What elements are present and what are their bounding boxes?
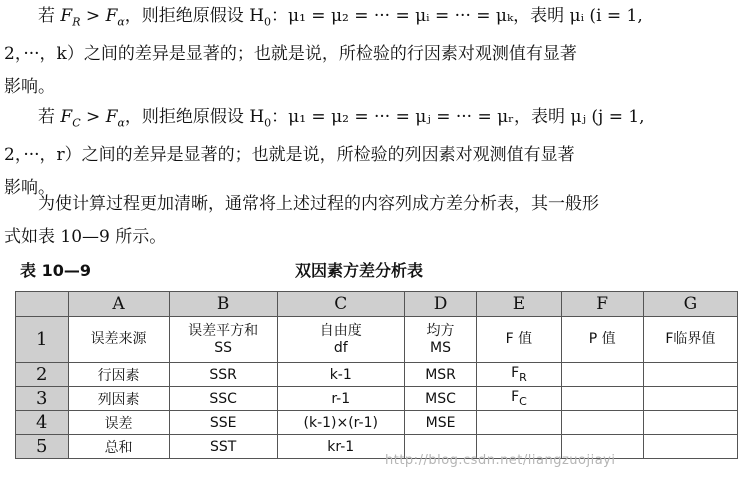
paragraph-row-factor [4,0,734,104]
text: > [80,6,106,26]
table-row [16,387,738,411]
table-row [16,317,738,363]
math-symbol: F [105,107,118,127]
cell [477,411,561,435]
row-number: 1 [16,317,69,363]
cell-line: 自由度 [319,322,362,339]
paragraph-intro-table [4,188,734,254]
cell: MSR [404,363,477,387]
table-row [16,435,738,459]
paragraph-line [4,0,734,38]
cell: F临界值 [643,317,737,363]
cell: MSE [404,411,477,435]
cell [643,363,737,387]
text: 若 [38,107,61,127]
math-subscript: R [72,15,81,29]
column-header: A [68,292,169,317]
paragraph-line [4,101,734,139]
column-header: C [277,292,404,317]
math-subscript: 0 [264,116,272,130]
column-header: G [643,292,737,317]
cell: kr-1 [277,435,404,459]
text: > [80,107,106,127]
cell [404,317,477,363]
cell [643,435,737,459]
math-symbol: F [60,6,73,26]
cell-subscript: R [519,370,527,384]
text: ：μ₁ = μ₂ = ··· = μᵢ = ··· = μₖ，表明 μᵢ (i = 1, [271,6,643,26]
math-subscript: α [117,116,125,130]
paragraph-line: 2，···，k）之间的差异是显著的；也就是说，所检验的行因素对观测值有显著 [4,44,577,65]
cell-line: df [333,339,348,356]
paragraph-line: 影响。 [4,77,55,98]
cell: r-1 [277,387,404,411]
cell: 误差 [68,411,169,435]
cell [561,387,643,411]
text: ：μ₁ = μ₂ = ··· = μⱼ = ··· = μᵣ，表明 μⱼ (j = 1, [271,107,645,127]
paragraph-line: 式如表 10—9 所示。 [4,227,167,247]
math-subscript: 0 [264,15,272,29]
cell-text: F [511,389,520,406]
math-subscript: C [72,116,81,130]
table-row [16,411,738,435]
cell: 误差来源 [68,317,169,363]
cell [169,317,277,363]
row-number: 4 [16,411,69,435]
cell-line: 误差平方和 [188,322,259,339]
cell: SST [169,435,277,459]
row-number: 2 [16,363,69,387]
math-symbol: F [105,6,118,26]
column-header: E [477,292,561,317]
cell: (k-1)×(r-1) [277,411,404,435]
column-header: D [404,292,477,317]
cell-line: MS [430,339,452,356]
cell: 行因素 [68,363,169,387]
column-header-row [16,292,738,317]
cell [561,411,643,435]
paragraph-line: 影响。 [4,178,55,199]
table-number: 表 10—9 [20,261,91,280]
table-row [16,363,738,387]
cell: 总和 [68,435,169,459]
corner-cell [16,292,69,317]
row-number: 5 [16,435,69,459]
column-header: B [169,292,277,317]
math-symbol: F [60,107,73,127]
cell: P 值 [561,317,643,363]
paragraph-line: 2，···，r）之间的差异是显著的；也就是说，所检验的列因素对观测值有显著 [4,145,575,166]
cell [643,387,737,411]
table-title: 双因素方差分析表 [295,261,424,280]
cell-text: F [511,365,520,382]
cell-line: 均方 [426,322,455,339]
text: ，则拒绝原假设 H [124,107,265,127]
cell: F 值 [477,317,561,363]
cell: SSR [169,363,277,387]
column-header: F [561,292,643,317]
cell [643,411,737,435]
cell [477,387,561,411]
math-subscript: α [117,15,125,29]
cell-line: SS [214,339,233,356]
cell [477,363,561,387]
cell-subscript: C [519,394,527,408]
text: 若 [38,6,61,26]
cell: SSC [169,387,277,411]
anova-table [15,291,738,459]
row-number: 3 [16,387,69,411]
watermark: http://blog.csdn.net/liangzuojiayi [385,453,616,468]
cell: 列因素 [68,387,169,411]
cell: k-1 [277,363,404,387]
cell: MSC [404,387,477,411]
cell [277,317,404,363]
cell: SSE [169,411,277,435]
paragraph-line: 为使计算过程更加清晰，通常将上述过程的内容列成方差分析表，其一般形 [38,194,599,214]
cell [561,363,643,387]
text: ，则拒绝原假设 H [124,6,265,26]
